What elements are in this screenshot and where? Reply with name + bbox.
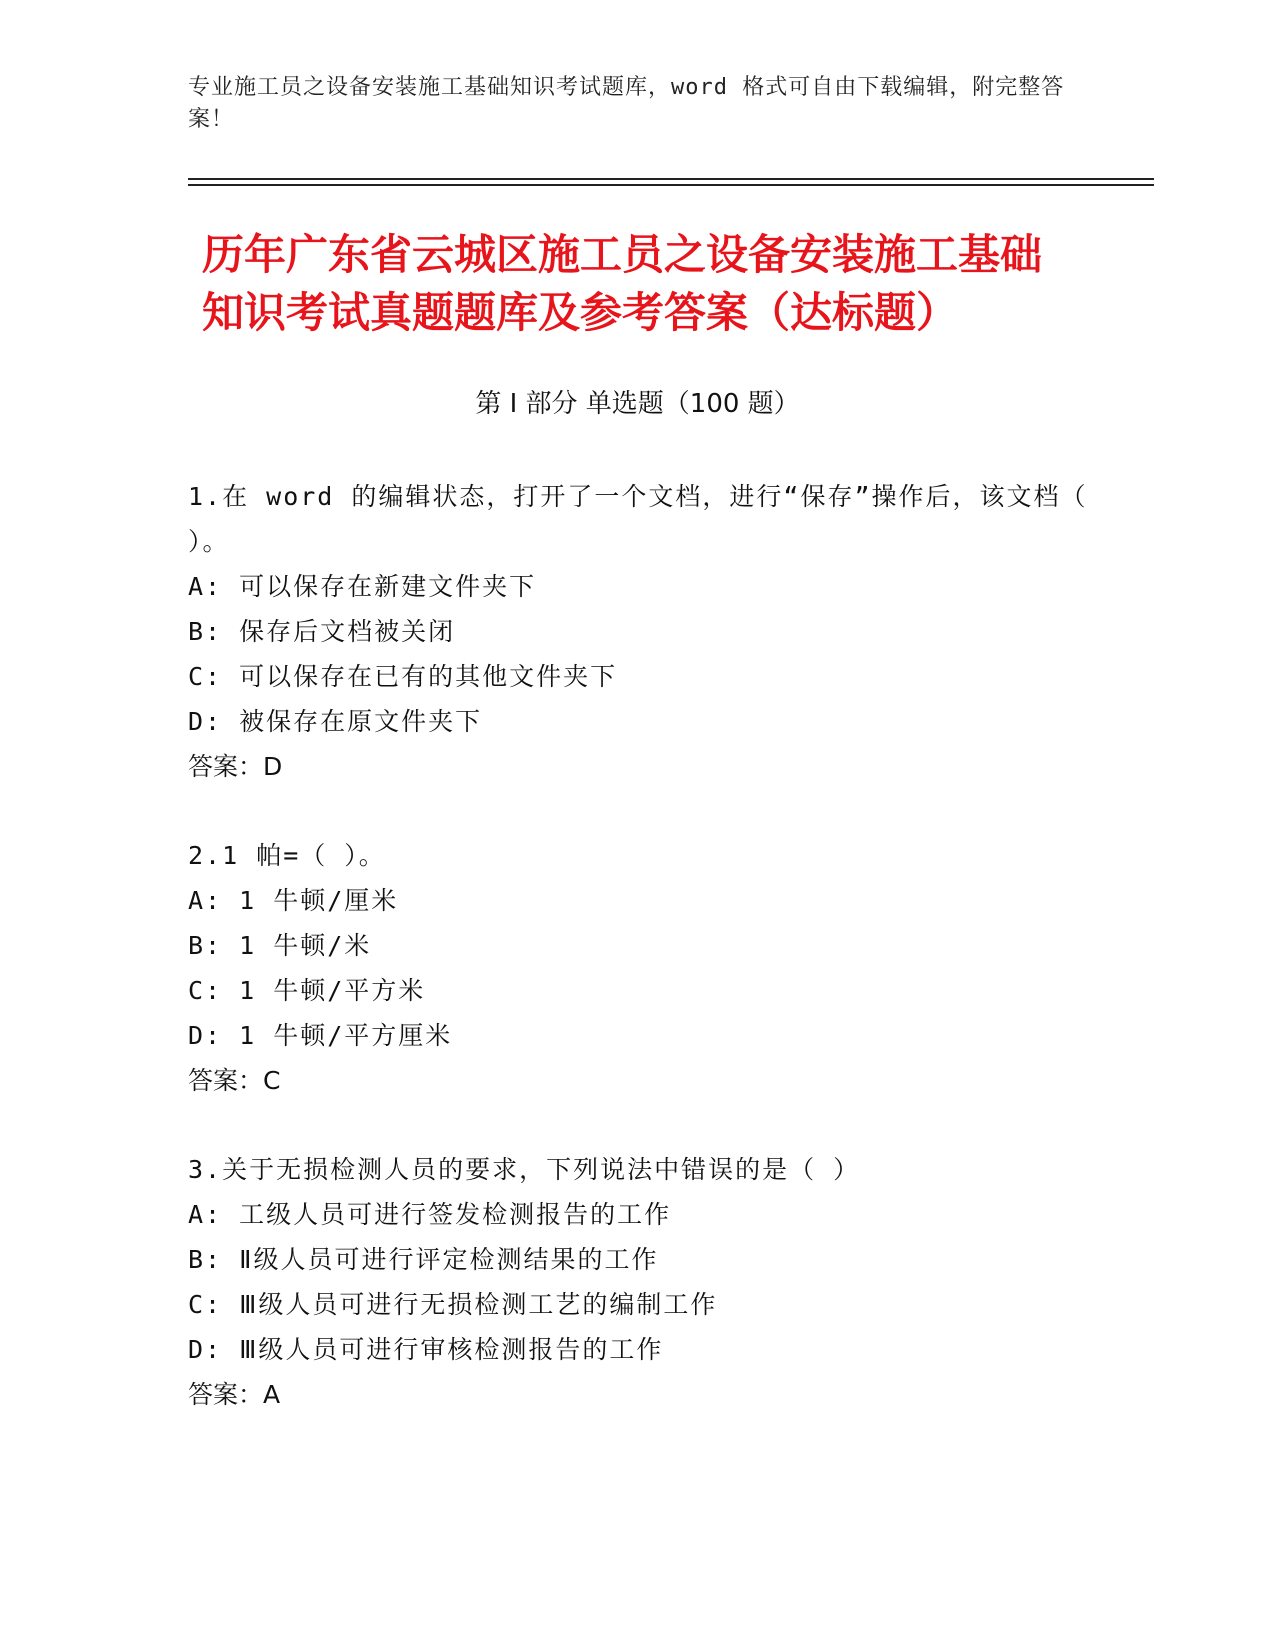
answer: 答案：A — [188, 1380, 281, 1409]
question-stem: 3.关于无损检测人员的要求，下列说法中错误的是（ ） — [188, 1155, 861, 1184]
question-stem: 1.在 word 的编辑状态，打开了一个文档，进行“保存”操作后，该文档（ ）。 — [188, 482, 1088, 556]
header-divider-bottom — [188, 184, 1154, 186]
option-b: B: 保存后文档被关闭 — [188, 617, 456, 646]
header-divider-top — [188, 178, 1154, 180]
answer: 答案：D — [188, 752, 283, 781]
option-b: B: Ⅱ级人员可进行评定检测结果的工作 — [188, 1245, 659, 1274]
question-3 — [188, 1147, 1088, 1417]
question-list — [188, 474, 1088, 1461]
document-title: 历年广东省云城区施工员之设备安装施工基础知识考试真题题库及参考答案（达标题） — [202, 230, 1043, 337]
header-note: 专业施工员之设备安装施工基础知识考试题库，word 格式可自由下载编辑，附完整答案！ — [188, 75, 1065, 132]
option-c: C: 可以保存在已有的其他文件夹下 — [188, 662, 618, 691]
option-b: B: 1 牛顿/米 — [188, 931, 372, 960]
answer: 答案：C — [188, 1066, 281, 1095]
section-title: 第 I 部分 单选题（100 题） — [475, 389, 800, 419]
option-a: A: 1 牛顿/厘米 — [188, 886, 399, 915]
question-2 — [188, 833, 1088, 1103]
option-a: A: 工级人员可进行签发检测报告的工作 — [188, 1200, 672, 1229]
question-stem: 2.1 帕=（ ）。 — [188, 841, 386, 870]
option-c: C: 1 牛顿/平方米 — [188, 976, 426, 1005]
question-1 — [188, 474, 1088, 789]
option-d: D: 1 牛顿/平方厘米 — [188, 1021, 453, 1050]
option-d: D: 被保存在原文件夹下 — [188, 707, 483, 736]
option-a: A: 可以保存在新建文件夹下 — [188, 572, 537, 601]
option-d: D: Ⅲ级人员可进行审核检测报告的工作 — [188, 1335, 664, 1364]
option-c: C: Ⅲ级人员可进行无损检测工艺的编制工作 — [188, 1290, 718, 1319]
